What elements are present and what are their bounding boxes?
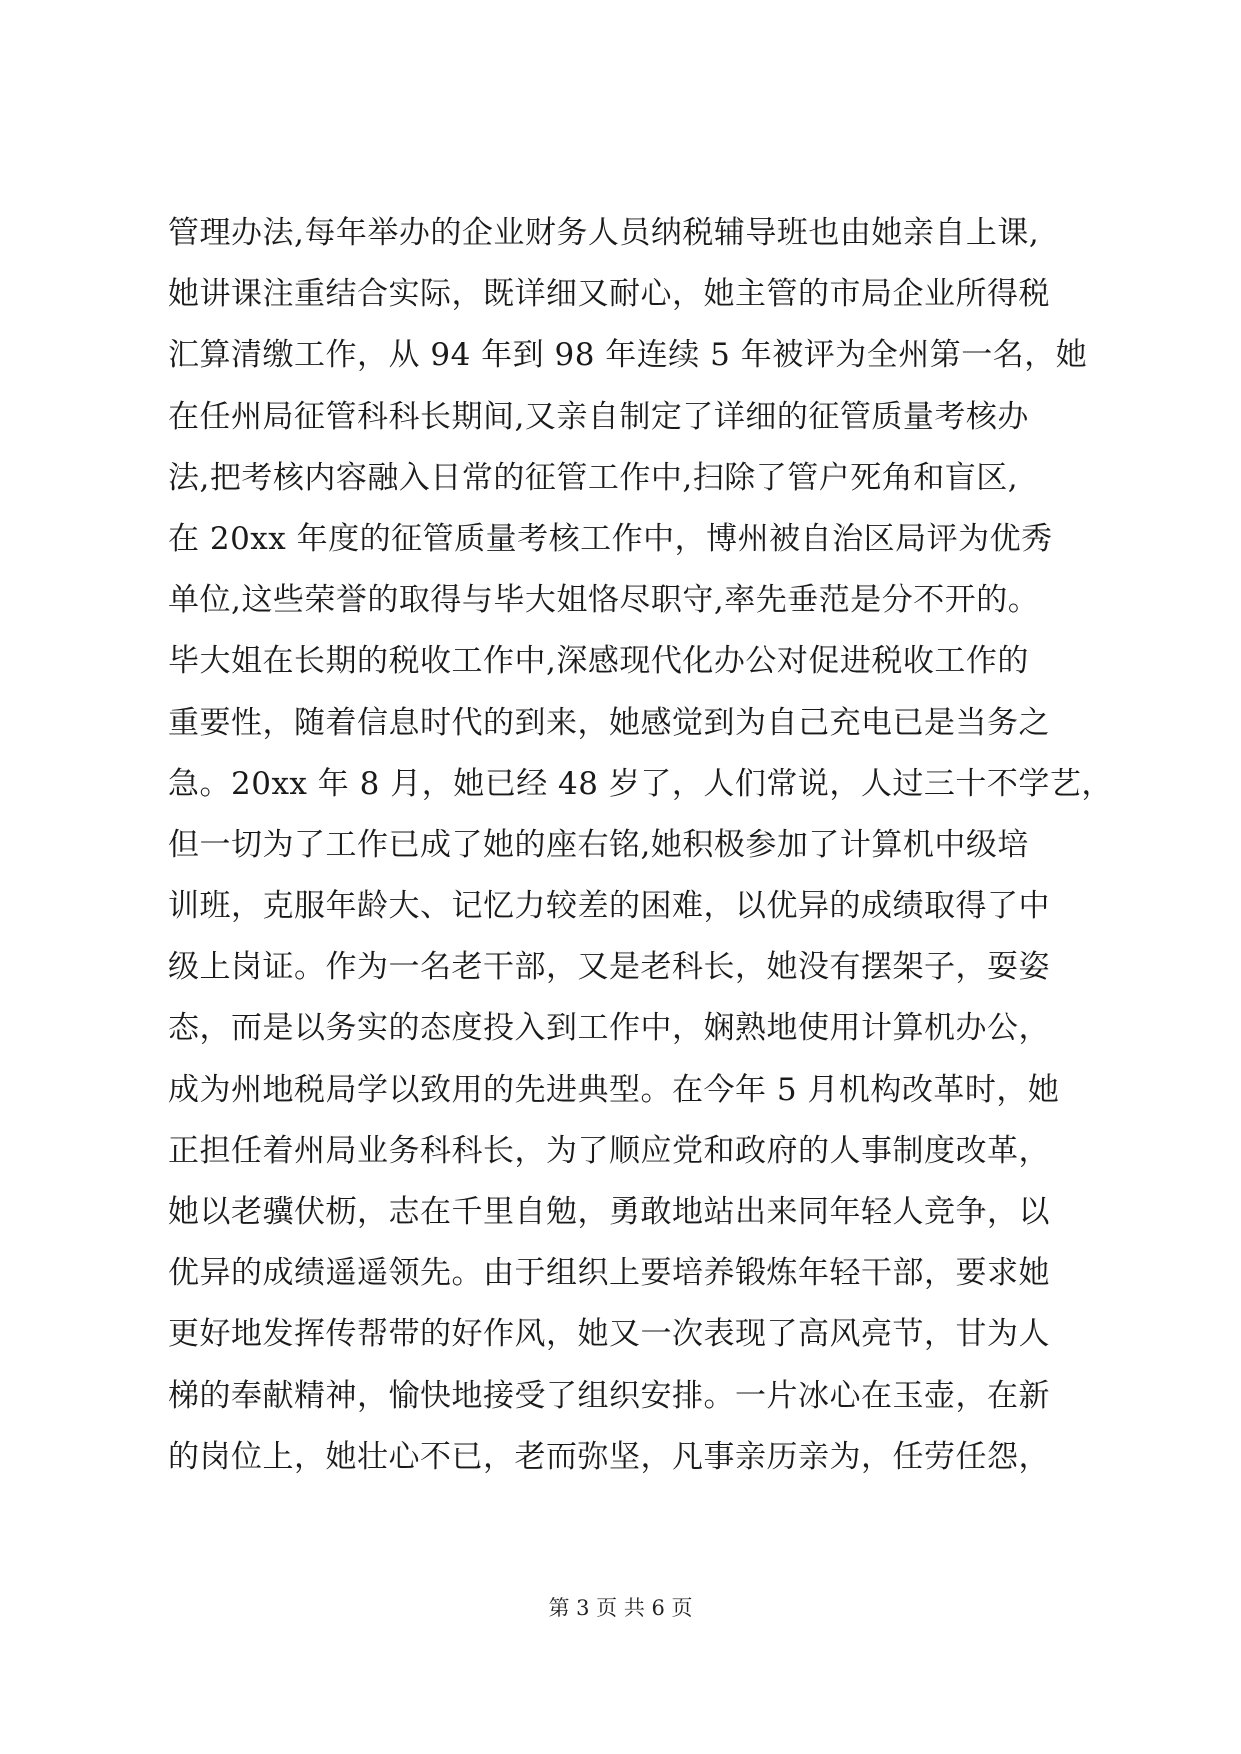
body-text [168,203,1128,1488]
text-line: 管理办法,每年举办的企业财务人员纳税辅导班也由她亲自上课, [168,215,1040,251]
text-line: 态，而是以务实的态度投入到工作中，娴熟地使用计算机办公， [168,1010,1050,1047]
text-line: 优异的成绩遥遥领先。由于组织上要培养锻炼年轻干部，要求她 [168,1255,1050,1292]
text-line: 汇算清缴工作，从 94 年到 98 年连续 5 年被评为全州第一名，她 [168,337,1088,374]
text-line: 梯的奉献精神，愉快地接受了组织安排。一片冰心在玉壶，在新 [168,1377,1050,1414]
text-line: 训班，克服年龄大、记忆力较差的困难，以优异的成绩取得了中 [168,888,1050,925]
page-footer: 第 3 页 共 6 页 [548,1596,693,1620]
text-line: 在任州局征管科科长期间,又亲自制定了详细的征管质量考核办 [168,398,1029,435]
text-line: 在 20xx 年度的征管质量考核工作中，博州被自治区局评为优秀 [168,520,1053,557]
text-line: 但一切为了工作已成了她的座右铭,她积极参加了计算机中级培 [168,826,1029,863]
text-line: 正担任着州局业务科科长，为了顺应党和政府的人事制度改革， [168,1132,1050,1169]
text-line: 成为州地税局学以致用的先进典型。在今年 5 月机构改革时，她 [168,1071,1060,1108]
text-line: 毕大姐在长期的税收工作中,深感现代化办公对促进税收工作的 [168,643,1029,680]
text-line: 单位,这些荣誉的取得与毕大姐恪尽职守,率先垂范是分不开的。 [168,582,1040,619]
text-line: 更好地发挥传帮带的好作风，她又一次表现了高风亮节，甘为人 [168,1316,1050,1353]
text-line: 她讲课注重结合实际，既详细又耐心，她主管的市局企业所得税 [168,276,1050,313]
text-line: 级上岗证。作为一名老干部，又是老科长，她没有摆架子，耍姿 [168,949,1050,986]
text-line: 法,把考核内容融入日常的征管工作中,扫除了管户死角和盲区, [168,459,1019,496]
text-line: 重要性，随着信息时代的到来，她感觉到为自己充电已是当务之 [168,704,1050,741]
text-line: 她以老骥伏枥，志在千里自勉，勇敢地站出来同年轻人竞争，以 [168,1194,1050,1230]
text-line: 急。20xx 年 8 月，她已经 48 岁了，人们常说，人过三十不学艺， [168,765,1113,802]
text-line: 的岗位上，她壮心不已，老而弥坚，凡事亲历亲为，任劳任怨， [168,1438,1050,1475]
